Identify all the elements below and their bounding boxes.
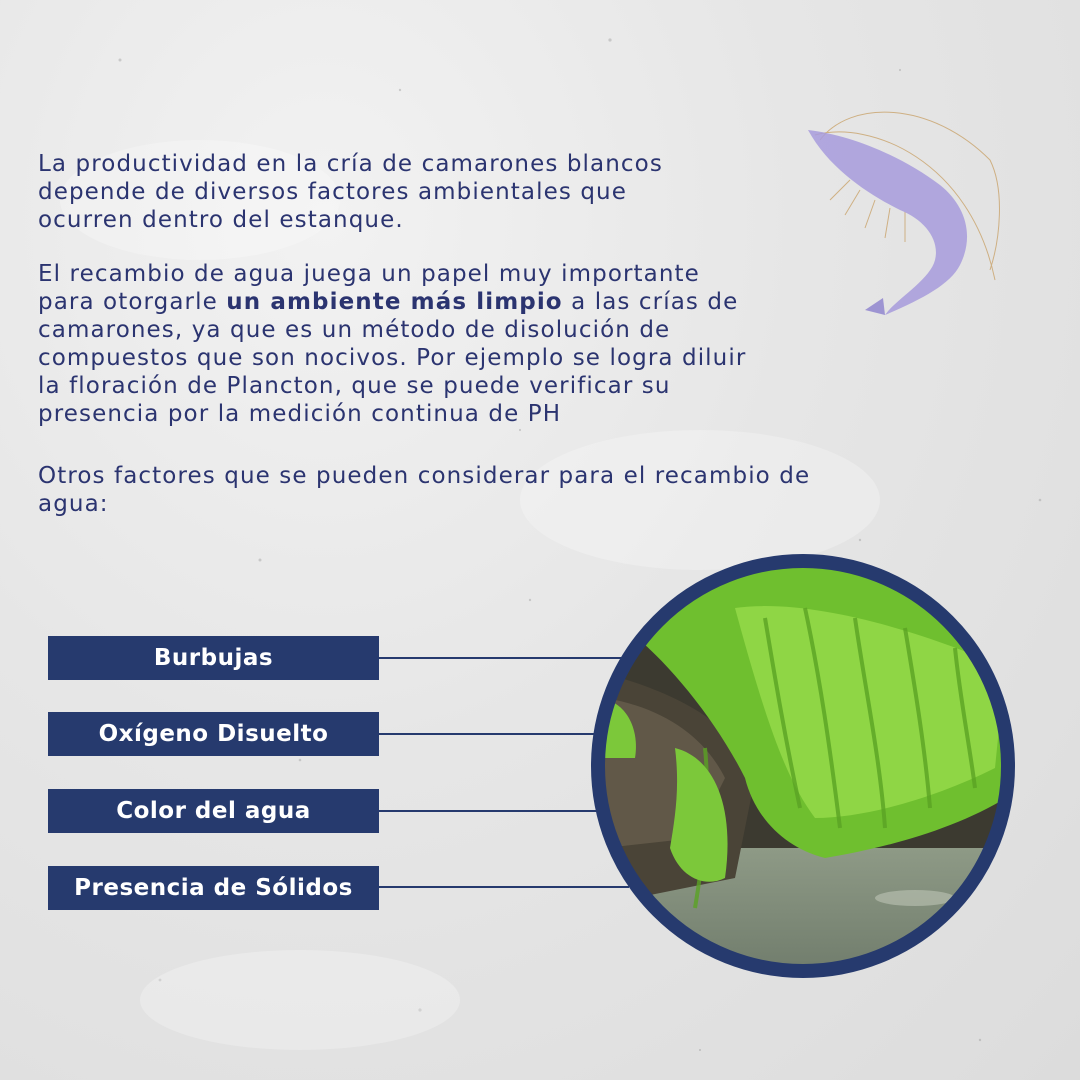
factor-label: Color del agua	[48, 789, 379, 833]
water-exchange-paragraph	[38, 260, 838, 428]
factor-label: Oxígeno Disuelto	[48, 712, 379, 756]
paragraph-text-end: a las crías de camarones, ya que es un método de disolución de compuestos que son nocivos. Por ejemplo se logra diluir la floración de Plancton, que se puede verificar su presencia por la medición continua de PH	[38, 289, 747, 427]
paragraph-text-start: El recambio de agua juega un papel muy importante para otorgarle	[38, 261, 700, 315]
highlight-text: un ambiente más limpio	[226, 289, 563, 315]
intro-paragraph: La productividad en la cría de camarones blancos depende de diversos factores ambientales que ocurren dentro del estanque.	[38, 151, 663, 233]
factor-label: Burbujas	[48, 636, 379, 680]
algae-on-rock-photo	[585, 548, 1021, 984]
factor-label: Presencia de Sólidos	[48, 866, 379, 910]
other-factors-paragraph: Otros factores que se pueden considerar para el recambio de agua:	[38, 463, 811, 517]
